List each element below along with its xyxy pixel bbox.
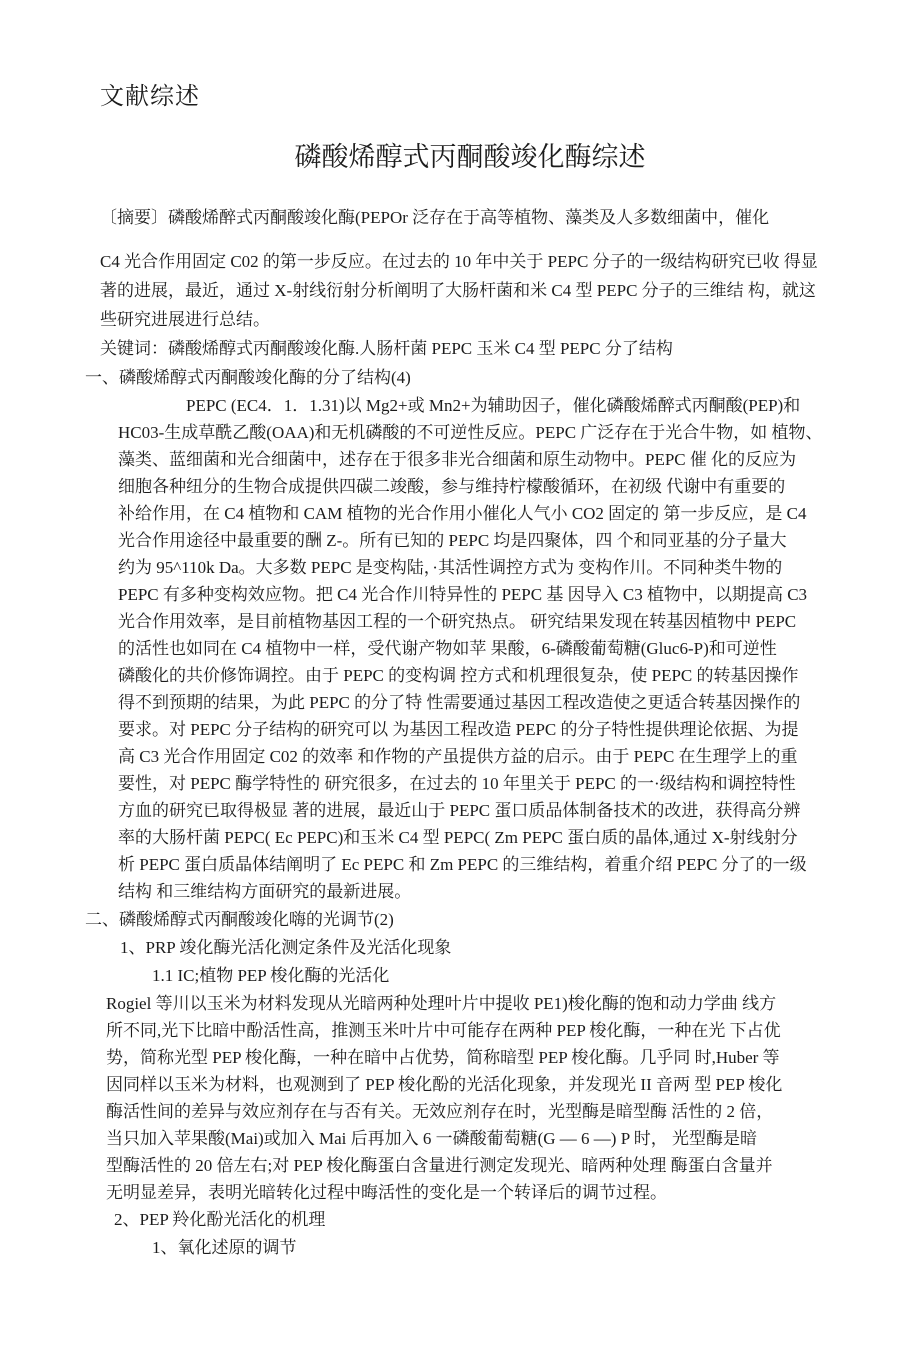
section-2-heading: 二、磷酸烯醇式丙酮酸竣化嗨的光调节(2) (85, 910, 394, 929)
text-line: 析 PEPC 蛋白质晶体结阐明了 Ec PEPC 和 Zm PEPC 的三维结构，着重介绍 PEPC 分了的一级 (118, 855, 807, 874)
text-line: C4 光合作用固定 C02 的第一步反应。在过去的 10 年中关于 PEPC 分子的一级结构研究已收 得显 (100, 252, 818, 271)
doc-label: 文献综述 (100, 84, 200, 110)
text-line: Rogiel 等川以玉米为材料发现从光暗两种处理叶片中提收 PE1)梭化酶的饱和动力学曲 线方 (106, 994, 777, 1013)
abstract-lead-line: 〔摘要〕磷酸烯醉式丙酮酸竣化酶(PEPOr 泛存在于高等植物、藻类及人多数细菌中，催化 (100, 208, 770, 227)
text-line: HC03-生成草酰乙酸(OAA)和无机磷酸的不可逆性反应。PEPC 广泛存在于光合牛物，如 植物、 (118, 423, 823, 442)
section-1-paragraph (118, 392, 840, 905)
doc-title: 磷酸烯醇式丙酮酸竣化酶综述 (294, 142, 646, 172)
text-line: 光合作用效率，是目前植物基因工程的一个研究热点。 研究结果发现在转基因植物中 PEPC (118, 612, 797, 631)
text-line: 结构 和三维结构方面研究的最新进展。 (118, 882, 412, 901)
text-line: 因同样以玉米为材料，也观测到了 PEP 梭化酚的光活化现象，并发现光 II 音两 型 PEP 梭化 (106, 1075, 783, 1094)
text-line: 的活性也如同在 C4 植物中一样，受代谢产物如苹 果酸，6-磷酸葡萄糖(Gluc6-P)和可逆性 (118, 639, 777, 658)
text-line: 著的进展，最近，通过 X-射线衍射分析阐明了大肠杆菌和米 C4 型 PEPC 分子的三维结 构，就这 (100, 281, 816, 300)
section-1-heading: 一、磷酸烯醇式丙酮酸竣化酶的分了结构(4) (85, 368, 411, 387)
text-line: PEPC (EC4．1．1.31)以 Mg2+或 Mn2+为辅助因子，催化磷酸烯醉式丙酮酸(PEP)和 (118, 396, 801, 415)
keywords-line: 关键词：磷酸烯醇式丙酮酸竣化酶.人肠杆菌 PEPC 玉米 C4 型 PEPC 分了结构 (100, 339, 673, 358)
section-2-subheading-1: 1、PRP 竣化酶光活化测定条件及光活化现象 (120, 938, 452, 957)
text-line: 约为 95^110k Da。大多数 PEPC 是变构陆，·其活性调控方式为 变构作川。不同种类牛物的 (118, 558, 783, 577)
section-2-subheading-2-1: 1、氧化述原的调节 (152, 1238, 297, 1257)
text-line: 磷酸化的共价修饰调控。由于 PEPC 的变构调 控方式和机理很复杂，使 PEPC 的转基因操作 (118, 666, 799, 685)
text-line: 酶活性间的差异与效应剂存在与否有关。无效应剂存在时，光型酶是暗型酶 活性的 2 倍， (106, 1102, 774, 1121)
abstract-body (100, 247, 840, 334)
text-line: 高 C3 光合作用固定 C02 的效率 和作物的产虽提供方益的启示。由于 PEPC 在生理学上的重 (118, 747, 798, 766)
text-line: 所不同,光下比暗中酚活性高，推测玉米叶片中可能存在两种 PEP 梭化酶，一种在光 下占优 (106, 1021, 781, 1040)
text-line: 藻类、蓝细菌和光合细菌中，述存在于很多非光合细菌和原生动物中。PEPC 催 化的反应为 (118, 450, 797, 469)
text-line: 些研究进展进行总结。 (100, 310, 270, 329)
text-line: PEPC 有多种变构效应物。把 C4 光合作川特异性的 PEPC 基 因导入 C3 植物中，以期提高 C3 (118, 585, 808, 604)
text-line: 得不到预期的结果，为此 PEPC 的分了特 性需要通过基因工程改造使之更适合转基因操作的 (118, 693, 801, 712)
text-line: 当只加入苹果酸(Mai)或加入 Mai 后再加入 6 一磷酸葡萄糖(G — 6 —) P 时， 光型酶是暗 (106, 1129, 758, 1148)
text-line: 方血的研究已取得极显 著的进展，最近山于 PEPC 蛋口质品体制备技术的改进，获得高分辨 (118, 801, 801, 820)
text-line: 光合作用途径中最重要的酬 Z-。所有已知的 PEPC 均是四聚体，四 个和同亚基的分子量大 (118, 531, 787, 550)
text-line: 要求。对 PEPC 分子结构的研究可以 为基因工程改造 PEPC 的分子特性提供理论依据、为提 (118, 720, 799, 739)
text-line: 细胞各种纽分的生物合成提供四碳二竣酸，参与维持柠檬酸循环，在初级 代谢中有重要的 (118, 477, 786, 496)
text-line: 无明显差异，表明光暗转化过程中晦活性的变化是一个转译后的调节过程。 (106, 1183, 667, 1202)
text-line: 势，简称光型 PEP 梭化酶，一种在暗中占优势，简称暗型 PEP 梭化酶。几乎同 时,Huber 等 (106, 1048, 780, 1067)
text-line: 补给作用，在 C4 植物和 CAM 植物的光合作用小催化人气小 CO2 固定的 第一步反应，是 C4 (118, 504, 807, 523)
section-2-subheading-2: 2、PEP 羚化酚光活化的机理 (114, 1210, 326, 1229)
section-2-paragraph (106, 990, 840, 1206)
text-line: 率的大肠杆菌 PEPC( Ec PEPC)和玉米 C4 型 PEPC( Zm PEPC 蛋白质的晶体,通过 X-射线射分 (118, 828, 798, 847)
text-line: 要性，对 PEPC 酶学特性的 研究很多，在过去的 10 年里关于 PEPC 的一·级结构和调控特性 (118, 774, 796, 793)
section-2-subheading-1-1: 1.1 IC;植物 PEP 梭化酶的光活化 (152, 966, 390, 985)
text-line: 型酶活性的 20 倍左右;对 PEP 梭化酶蛋白含量进行测定发现光、暗两种处理 酶蛋白含量并 (106, 1156, 773, 1175)
